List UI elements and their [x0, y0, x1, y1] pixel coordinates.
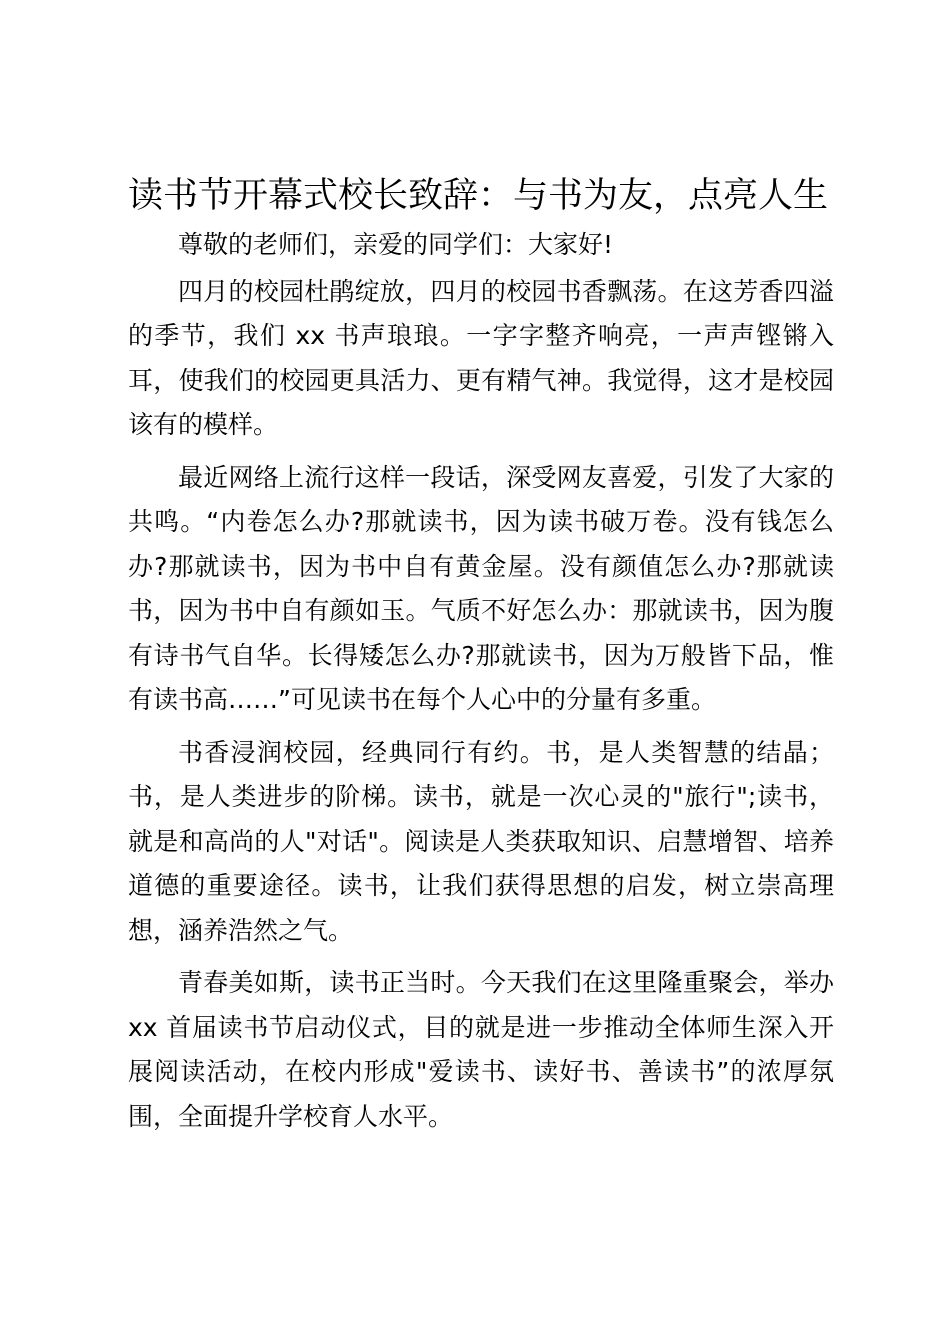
document-title: 读书节开幕式校长致辞：与书为友，点亮人生: [128, 176, 829, 216]
paragraph-4: 青春美如斯，读书正当时。今天我们在这里隆重聚会，举办 xx 首届读书节启动仪式，目的就是进一步推动全体师生深入开展阅读活动，在校内形成"爱读书、读好书、善读书”的浓厚氛围，全面提升学校育人水平。: [128, 968, 834, 1131]
paragraph-3: 书香浸润校园，经典同行有约。书，是人类智慧的结晶；书，是人类进步的阶梯。读书，就是一次心灵的"旅行";读书，就是和高尚的人"对话"。阅读是人类获取知识、启慧增智、培养道德的重要途径。读书，让我们获得思想的启发，树立崇高理想，涵养浩然之气。: [128, 737, 834, 945]
paragraph-2: 最近网络上流行这样一段话，深受网友喜爱，引发了大家的共鸣。“内卷怎么办?那就读书，因为读书破万卷。没有钱怎么办?那就读书，因为书中自有黄金屋。没有颜值怎么办?那就读书，因为书中自有颜如玉。气质不好怎么办：那就读书，因为腹有诗书气自华。长得矮怎么办?那就读书，因为万般皆下品，惟有读书高……”可见读书在每个人心中的分量有多重。: [128, 462, 834, 714]
document-body: [128, 223, 834, 1139]
paragraph-1: 四月的校园杜鹃绽放，四月的校园书香飘荡。在这芳香四溢的季节，我们 xx 书声琅琅。一字字整齐响亮，一声声铿锵入耳，使我们的校园更具活力、更有精气神。我觉得，这才是校园该有的模样。: [128, 276, 834, 439]
salutation-paragraph: 尊敬的老师们，亲爱的同学们：大家好!: [178, 230, 614, 259]
